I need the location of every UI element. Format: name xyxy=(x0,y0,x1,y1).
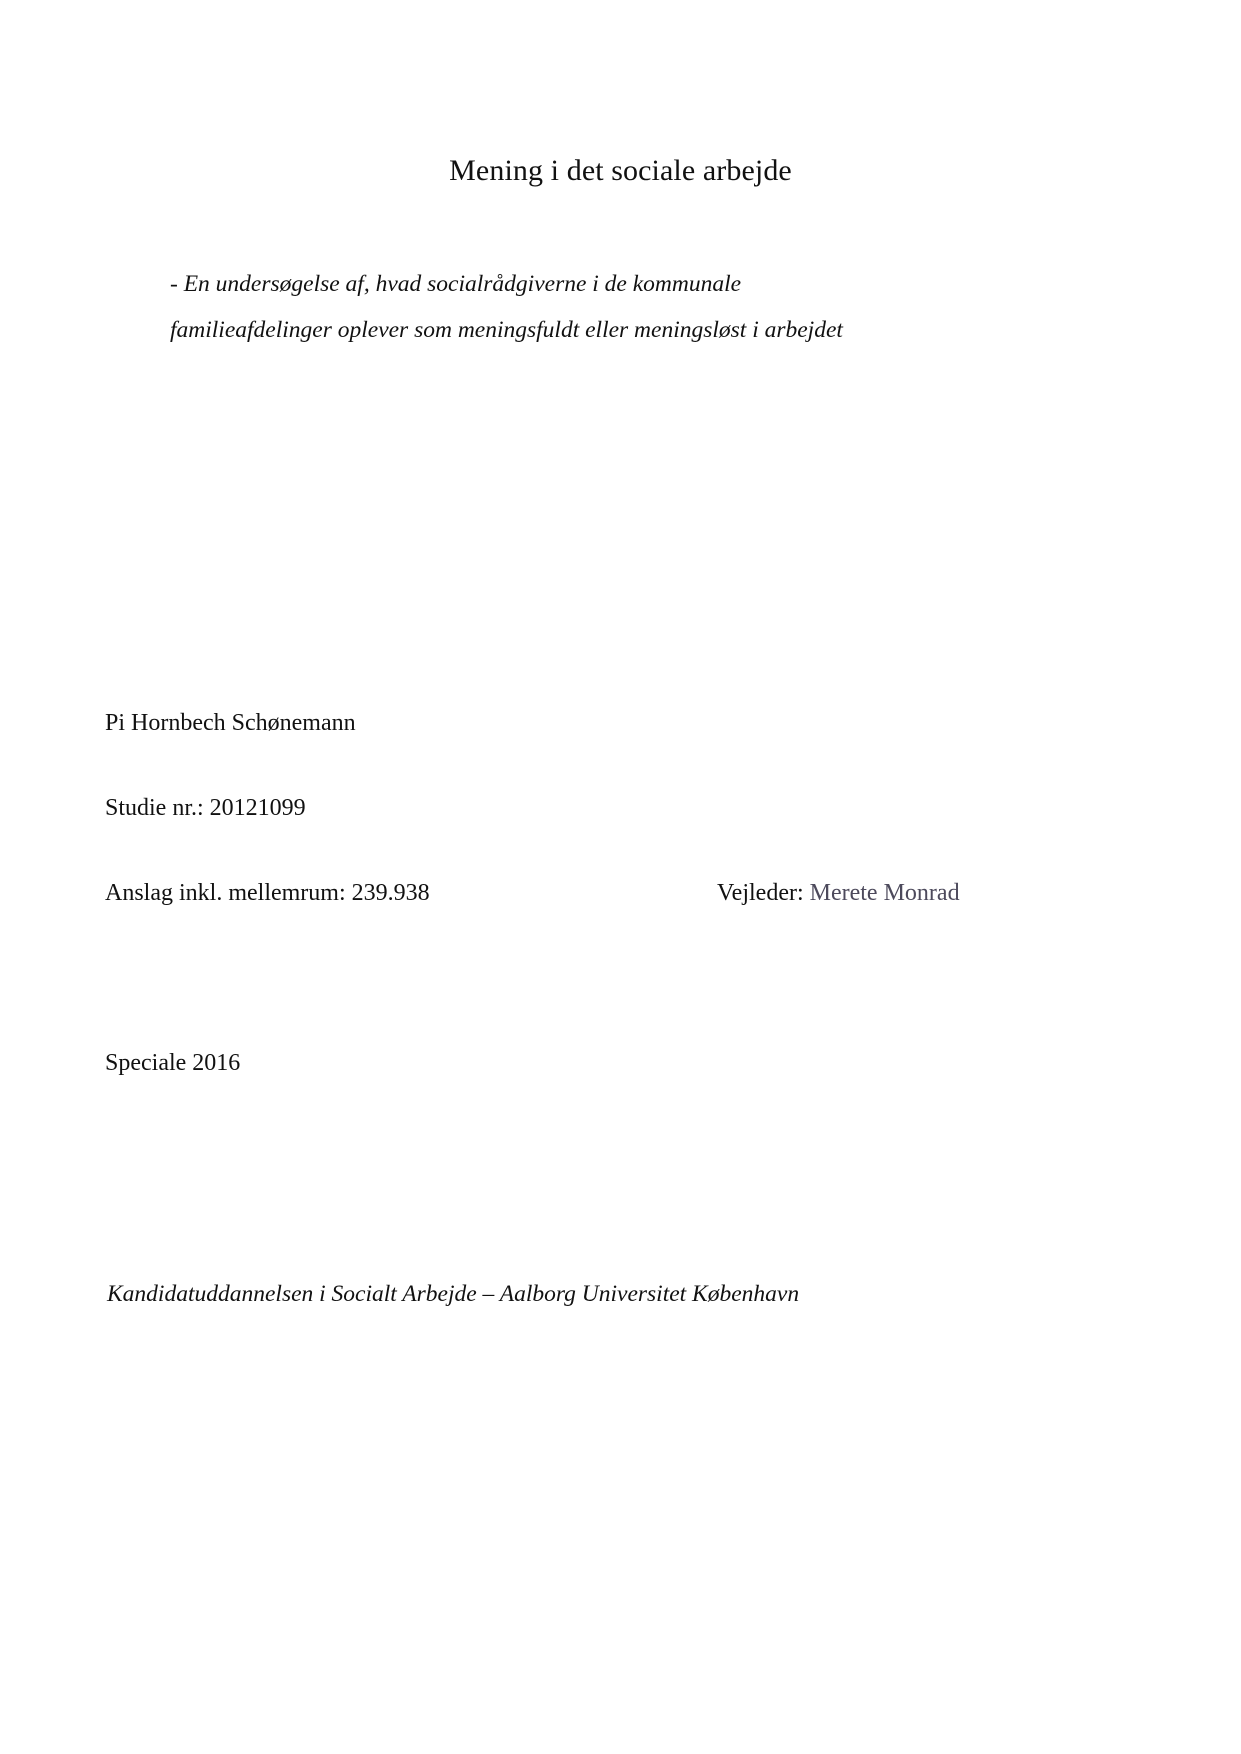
institution-block xyxy=(107,1278,1127,1311)
metadata-block xyxy=(105,708,1105,910)
thesis-type-year: Speciale 2016 xyxy=(105,1050,241,1076)
character-count: Anslag inkl. mellemrum: 239.938 xyxy=(105,880,430,907)
subtitle-block xyxy=(170,262,1030,354)
supervisor-block xyxy=(717,878,960,909)
institution-line: Kandidatuddannelsen i Socialt Arbejde – Aalborg Universitet København xyxy=(107,1281,800,1307)
subtitle-line-1: - En undersøgelse af, hvad socialrådgiverne i de kommunale xyxy=(170,271,742,297)
page-title: Mening i det sociale arbejde xyxy=(449,154,792,187)
thesis-year-block xyxy=(105,1048,240,1079)
author-name: Pi Hornbech Schønemann xyxy=(105,710,356,736)
supervisor-name: Merete Monrad xyxy=(809,880,960,907)
character-count-row xyxy=(105,878,1105,909)
title-block xyxy=(0,152,1241,190)
subtitle-line-2: familieafdelinger oplever som meningsfuldt eller meningsløst i arbejdet xyxy=(170,316,843,343)
supervisor-label: Vejleder: xyxy=(717,880,804,907)
student-number: Studie nr.: 20121099 xyxy=(105,795,306,822)
